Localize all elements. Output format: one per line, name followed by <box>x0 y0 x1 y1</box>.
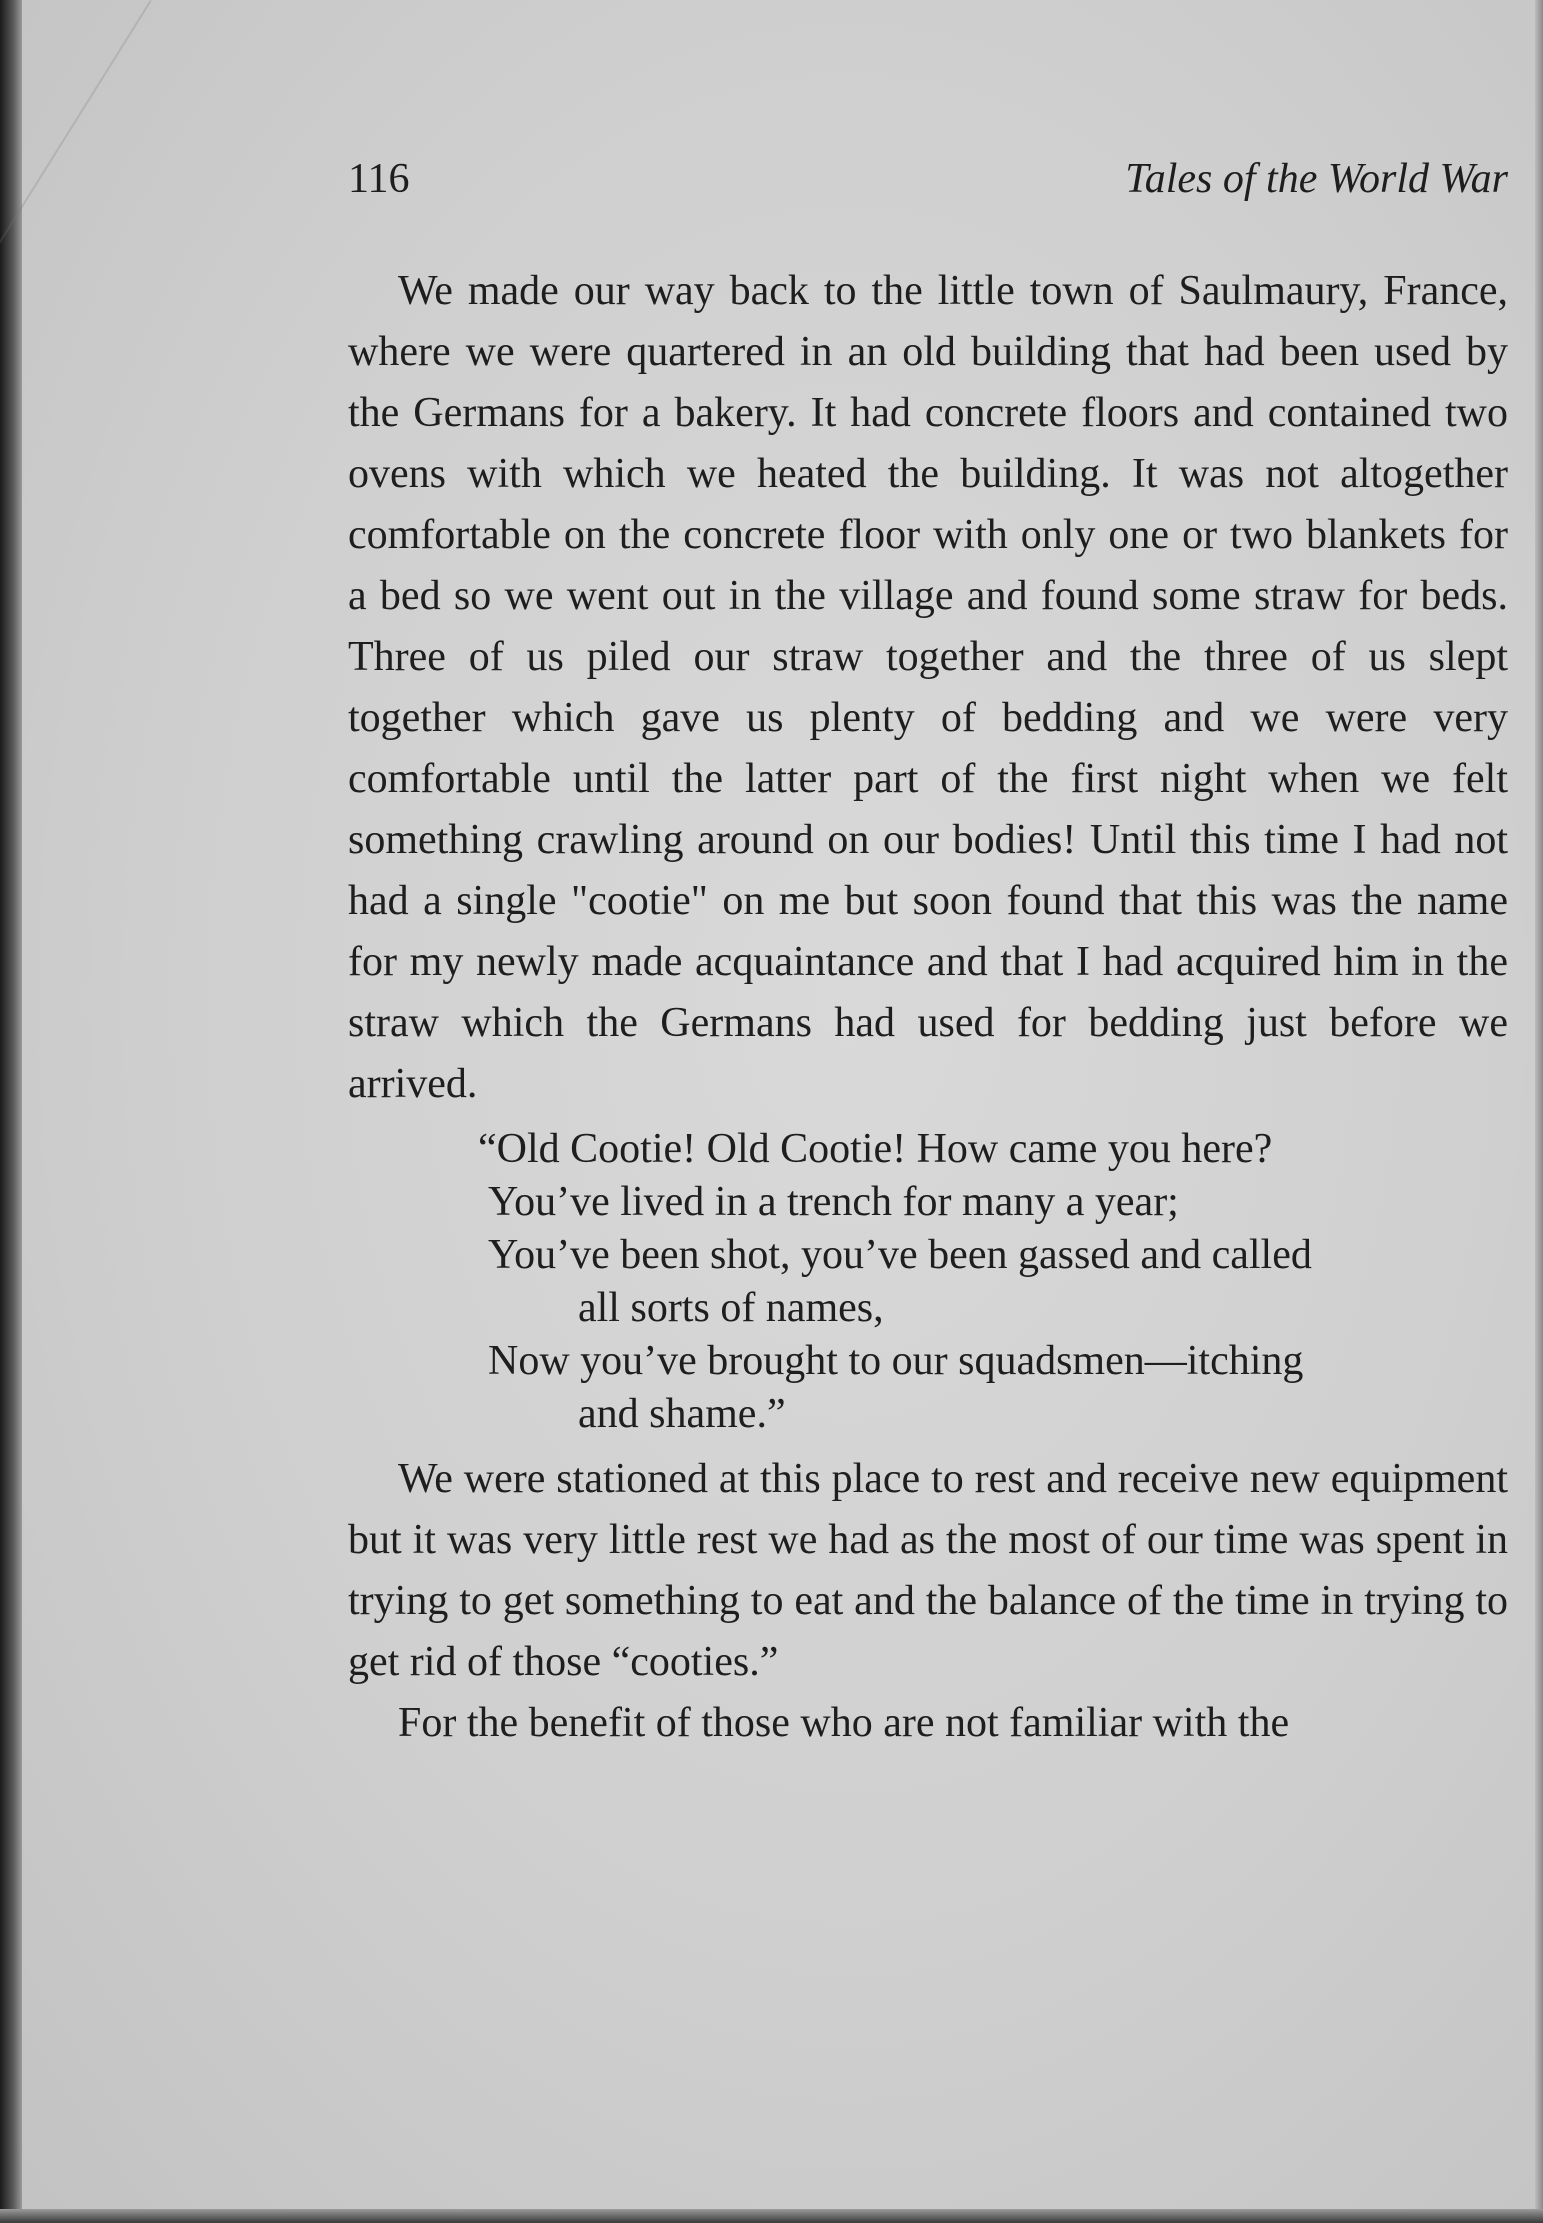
poem <box>348 1123 1508 1441</box>
paragraph-3: For the benefit of those who are not familiar with the <box>398 1700 1290 1746</box>
poem-line-2: You’ve lived in a trench for many a year; <box>488 1179 1179 1225</box>
poem-line-4-wrap: and shame.” <box>578 1391 786 1437</box>
poem-line-1: “Old Cootie! Old Cootie! How came you here? <box>478 1126 1273 1172</box>
paper-crease <box>0 0 152 595</box>
page-bottom-edge <box>0 2209 1543 2223</box>
poem-line-3-continued <box>488 1282 1508 1335</box>
page-header <box>348 155 1508 225</box>
poem-line-4: Now you’ve brought to our squadsmen—itching <box>488 1338 1304 1384</box>
running-title: Tales of the World War <box>1125 156 1508 202</box>
poem-line-4-continued <box>488 1388 1508 1441</box>
page-right-edge <box>1535 0 1543 2223</box>
paragraph-1: We made our way back to the little town of Saulmaury, France, where we were quartered in an old building that had been used by the Germans for a bakery. It had concrete floors and contained two ovens with which we heated the building. It was not altogether comfortable on the concrete floor with only one or two blankets for a bed so we went out in the village and found some straw for beds. Three of us piled our straw together and the three of us slept together which gave us plenty of bedding and we were very comfortable until the latter part of the first night when we felt something crawling around on our bodies! Until this time I had not had a single "cootie" on me but soon found that this was the name for my newly made acquaintance and that I had acquired him in the straw which the Germans had used for bedding just before we arrived. <box>348 268 1508 1107</box>
book-spine-shadow <box>0 0 22 2223</box>
page-text-block <box>348 155 1508 1754</box>
page-number: 116 <box>348 156 410 202</box>
poem-line-3-wrap: all sorts of names, <box>578 1285 884 1331</box>
poem-line-3: You’ve been shot, you’ve been gassed and called <box>488 1232 1312 1278</box>
paragraph-2: We were stationed at this place to rest and receive new equipment but it was very little rest we had as the most of our time was spent in trying to get something to eat and the balance of the time in trying to get rid of those “cooties.” <box>348 1456 1508 1685</box>
